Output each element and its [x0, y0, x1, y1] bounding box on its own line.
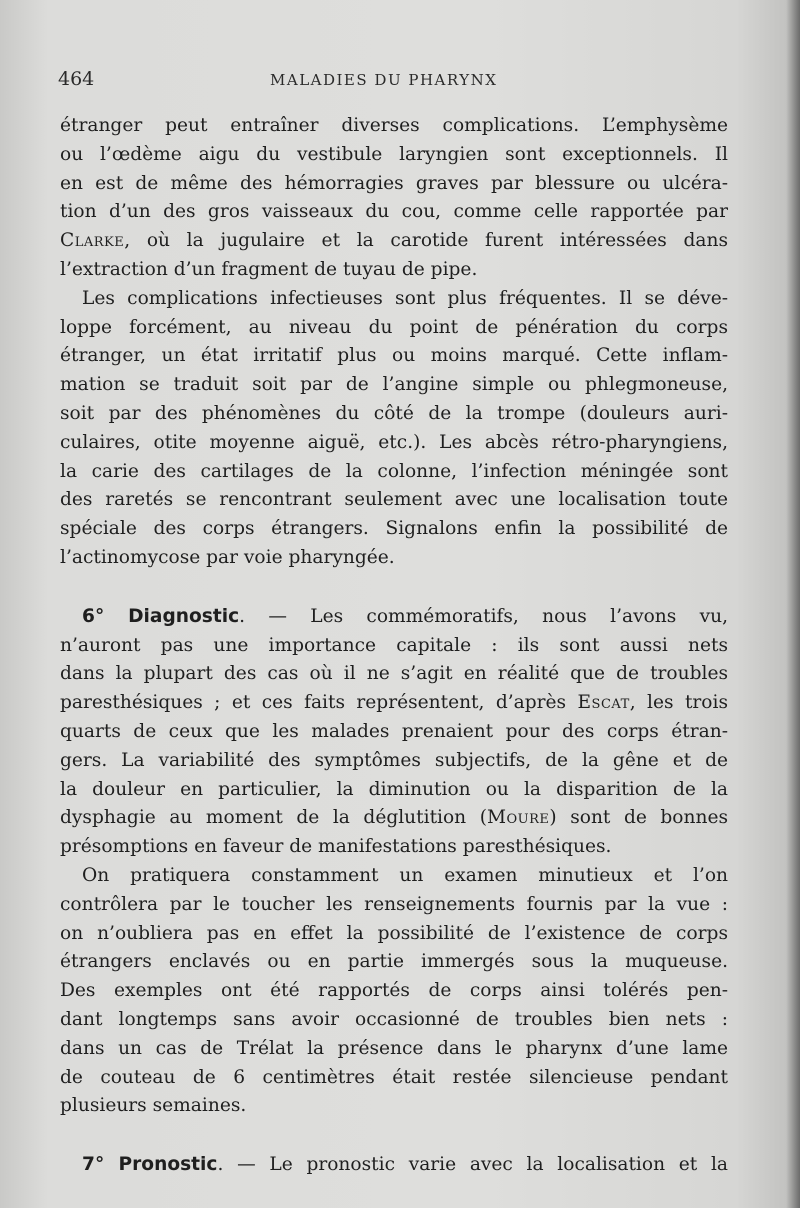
text-line: [60, 804, 728, 833]
text-line: la douleur en particulier, la diminution ou la disparition de la: [60, 778, 728, 800]
section-heading: 7° Pronostic: [82, 1154, 218, 1176]
text-line: spéciale des corps étrangers. Signalons enfin la possibilité de: [60, 518, 728, 540]
text-fragment: . — Les commémoratifs, nous l’avons vu,: [239, 605, 728, 627]
text-line: Les complications infectieuses sont plus fréquentes. Il se déve-: [82, 287, 728, 309]
section-heading-line: [60, 603, 728, 632]
text-fragment: dysphagie au moment de la déglutition (: [60, 807, 487, 829]
text-line: ou l’œdème aigu du vestibule laryngien sont exceptionnels. Il: [60, 143, 728, 165]
text-line: dans la plupart des cas où il ne s’agit en réalité que de troubles: [60, 663, 728, 685]
text-fragment: . — Le pronostic varie avec la localisation et la: [217, 1154, 728, 1176]
text-line: mation se traduit soit par de l’angine simple ou phlegmoneuse,: [60, 374, 728, 396]
text-line: [60, 689, 728, 718]
text-line: l’extraction d’un fragment de tuyau de pipe.: [60, 258, 478, 280]
text-line: de couteau de 6 centimètres était restée silencieuse pendant: [60, 1066, 728, 1088]
text-line: contrôlera par le toucher les renseignements fournis par la vue :: [60, 893, 728, 915]
text-line: quarts de ceux que les malades prenaient pour des corps étran-: [60, 720, 728, 742]
text-line: la carie des cartilages de la colonne, l’infection méningée sont: [60, 460, 728, 482]
author-name: Clarke: [60, 230, 125, 252]
text-line: présomptions en faveur de manifestations paresthésiques.: [60, 836, 612, 858]
page-number: 464: [58, 68, 95, 90]
text-line: gers. La variabilité des symptômes subjectifs, de la gêne et de: [60, 749, 728, 771]
section-heading: 6° Diagnostic: [82, 605, 240, 627]
text-line: étrangers enclavés ou en partie immergés sous la muqueuse.: [60, 951, 728, 973]
text-line: dans un cas de Trélat la présence dans le pharynx d’une lame: [60, 1037, 728, 1059]
text-line: n’auront pas une importance capitale : ils sont aussi nets: [60, 634, 728, 656]
text-line: loppe forcément, au niveau du point de pénération du corps: [60, 316, 728, 338]
text-line: tion d’un des gros vaisseaux du cou, comme celle rapportée par: [60, 201, 728, 223]
text-fragment: ) sont de bonnes: [549, 807, 728, 829]
text-fragment: , où la jugulaire et la carotide furent intéressées dans: [124, 230, 728, 252]
page-header: [58, 68, 730, 92]
text-line: étranger peut entraîner diverses complications. L’emphysème: [60, 115, 728, 136]
text-line: [60, 227, 728, 256]
text-fragment: paresthésiques ; et ces faits représentent, d’après: [60, 692, 578, 714]
section-heading-line: [60, 1151, 728, 1180]
text-line: en est de même des hémorragies graves par blessure ou ulcéra-: [60, 172, 728, 194]
text-line: on n’oubliera pas en effet la possibilité de l’existence de corps: [60, 922, 728, 944]
body-text: [60, 112, 728, 1180]
text-line: plusieurs semaines.: [60, 1095, 247, 1117]
text-line: étranger, un état irritatif plus ou moins marqué. Cette inflam-: [60, 345, 728, 367]
text-line: l’actinomycose par voie pharyngée.: [60, 546, 395, 568]
author-name: Escat: [577, 692, 630, 714]
text-fragment: , les trois: [629, 692, 728, 714]
text-line: dant longtemps sans avoir occasionné de troubles bien nets :: [60, 1008, 728, 1030]
text-line: soit par des phénomènes du côté de la trompe (douleurs auri-: [60, 402, 728, 424]
text-line: On pratiquera constamment un examen minutieux et l’on: [82, 864, 728, 886]
text-line: des raretés se rencontrant seulement avec une localisation toute: [60, 489, 728, 511]
text-line: culaires, otite moyenne aiguë, etc.). Les abcès rétro-pharyngiens,: [60, 431, 728, 453]
running-head: MALADIES DU PHARYNX: [270, 71, 498, 89]
page-edge-shadow: [786, 0, 800, 1208]
author-name: Moure: [486, 807, 550, 829]
text-line: Des exemples ont été rapportés de corps ainsi tolérés pen-: [60, 980, 728, 1002]
